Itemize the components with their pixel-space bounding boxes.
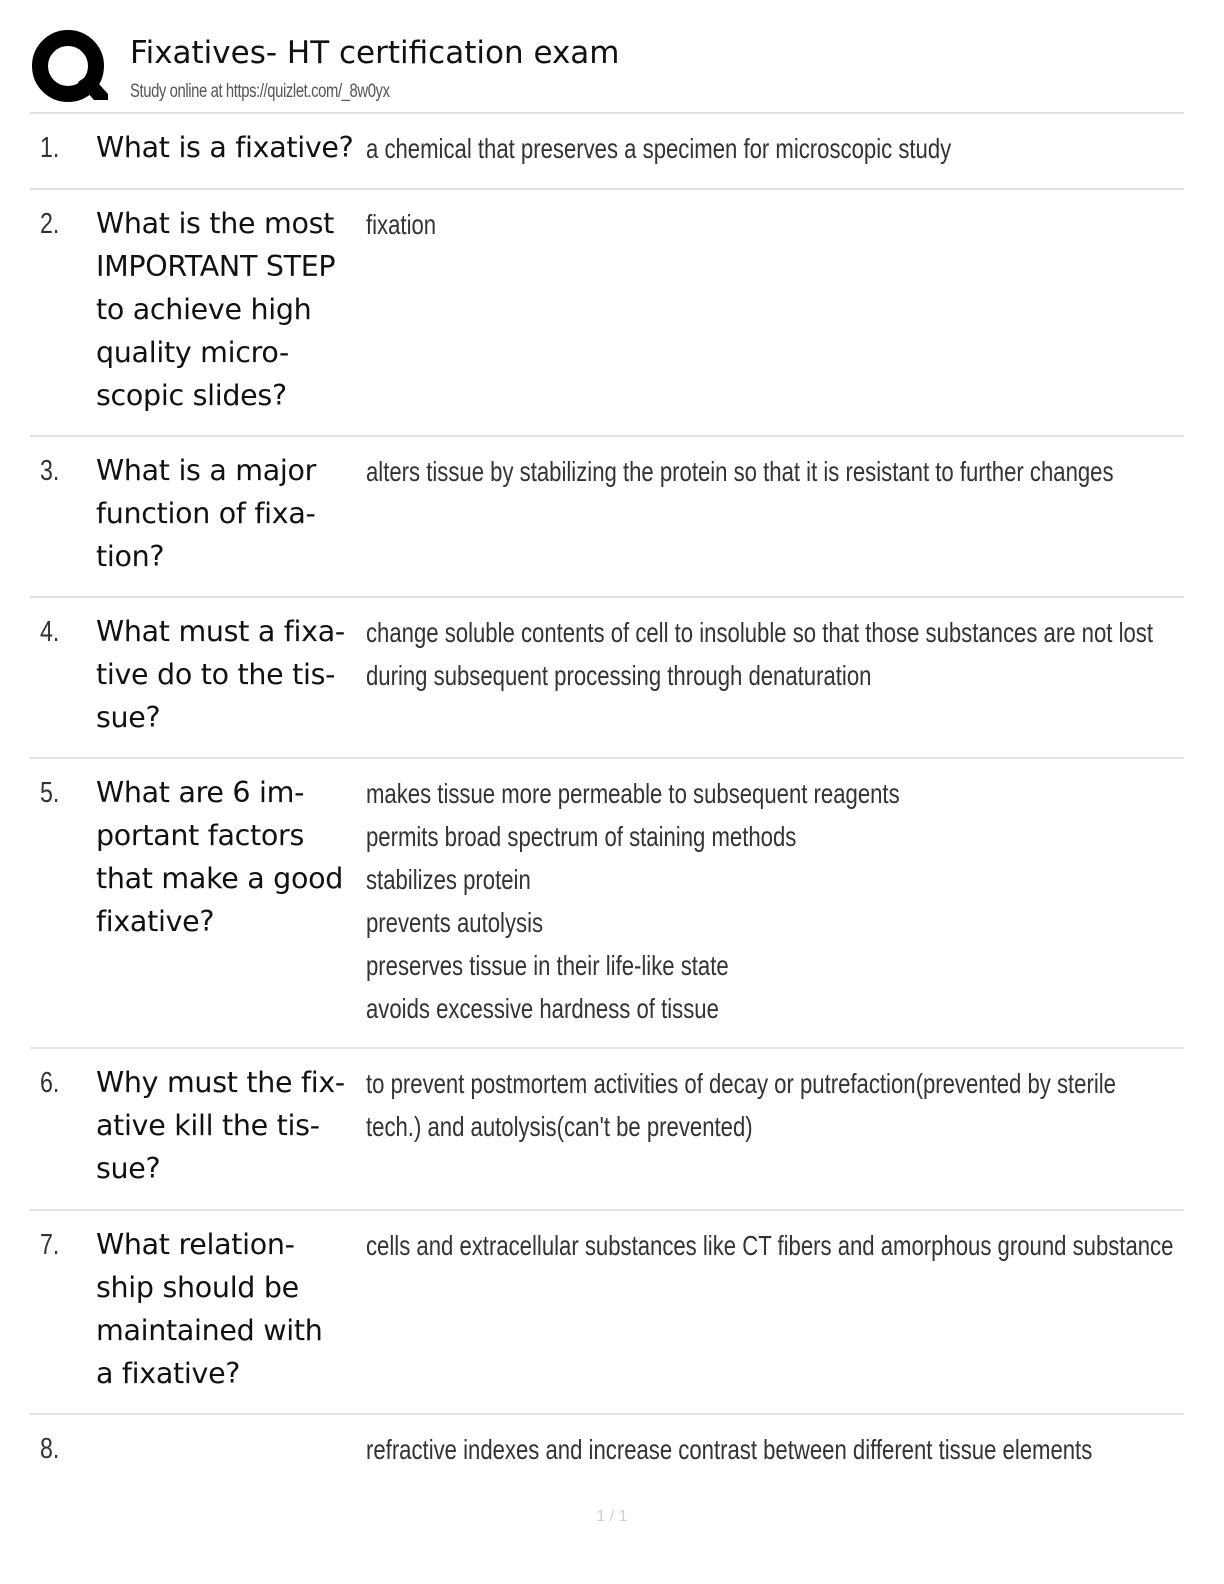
card-definition [366,1062,1156,1148]
definition-line: change soluble contents of cell to insoluble so that those substances are not lost [366,617,1153,648]
page-number: 1 / 1 [596,1508,628,1525]
card-number: 2. [40,208,60,240]
card-term: Why must the fix- ative kill the tis- sue? [96,1066,345,1185]
definition-line: fixation [366,209,437,240]
definition-line: alters tissue by stabilizing the protein so that it is resistant to further changes [366,456,1114,487]
card-number: 3. [40,455,60,487]
flashcard-row [30,1049,1184,1211]
card-definition [366,450,1156,493]
definition-line: during subsequent processing through denaturation [366,660,872,691]
flashcard-row [30,598,1184,759]
definition-line: stabilizes protein [366,864,531,895]
flashcard-row [30,437,1184,598]
flashcard-list [30,114,1184,1495]
quizlet-logo-icon [32,30,108,106]
definition-line: cells and extracellular substances like CT fibers and amorphous ground substance [366,1230,1174,1261]
card-definition [366,1224,1174,1267]
definition-line: to prevent postmortem activities of decay or putrefaction(prevented by sterile [366,1068,1116,1099]
flashcard-row [30,759,1184,1049]
definition-line: preserves tissue in their life-like state [366,950,729,981]
card-number: 1. [40,132,60,164]
definition-line: prevents autolysis [366,907,544,938]
flashcard-row [30,190,1184,437]
card-definition [366,772,1156,1030]
page-header [30,28,1184,114]
page-title: Fixatives- HT certification exam [130,35,620,71]
definition-line: refractive indexes and increase contrast between different tissue elements [366,1434,1093,1465]
card-definition [366,203,1156,246]
card-number: 6. [40,1067,60,1099]
card-number: 4. [40,616,60,648]
card-term: What relation- ship should be maintained with a fixative? [96,1228,323,1390]
flashcard-row [30,1211,1184,1415]
card-number: 7. [40,1229,60,1261]
definition-line: tech.) and autolysis(can't be prevented) [366,1111,753,1142]
definition-line: makes tissue more permeable to subsequent reagents [366,778,900,809]
card-number: 5. [40,777,60,809]
definition-line: avoids excessive hardness of tissue [366,993,719,1024]
card-term: What is the most IMPORTANT STEP to achieve high quality micro- scopic slides? [96,207,336,412]
flashcard-row [30,114,1184,190]
card-definition [366,1428,1156,1471]
flashcard-row [30,1415,1184,1495]
card-definition [366,611,1156,697]
card-term: What must a fixa- tive do to the tis- sue? [96,615,345,734]
study-online-link[interactable]: Study online at https://quizlet.com/_8w0yx [130,81,390,102]
card-definition [366,127,1156,170]
card-term: What is a fixative? [96,131,354,164]
card-term: What are 6 im- portant factors that make a good fixative? [96,776,344,938]
card-number: 8. [40,1433,60,1465]
definition-line: a chemical that preserves a specimen for microscopic study [366,133,952,164]
card-term: What is a major function of fixa- tion? [96,454,317,573]
definition-line: permits broad spectrum of staining methods [366,821,797,852]
